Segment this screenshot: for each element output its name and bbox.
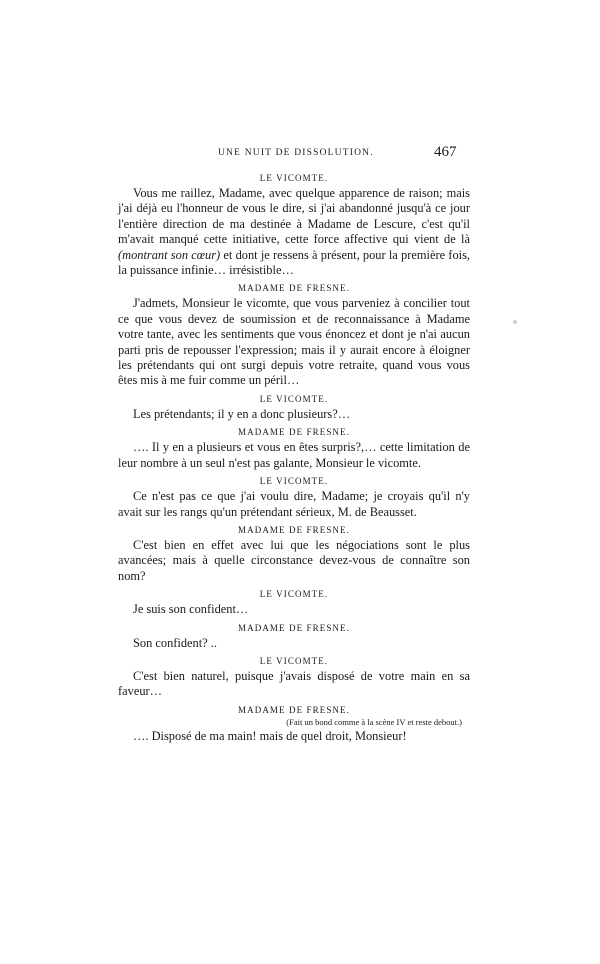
- dialogue-paragraph: …. Disposé de ma main! mais de quel droit, Monsieur!: [133, 728, 407, 743]
- dialogue-paragraph: Je suis son confident…: [133, 602, 249, 617]
- dialogue-text: [118, 168, 470, 744]
- running-title: UNE NUIT DE DISSOLUTION.: [218, 148, 374, 158]
- page-header: [0, 144, 600, 164]
- paper-speck: [513, 320, 517, 324]
- speaker-label: MADAME DE FRESNE.: [238, 704, 350, 715]
- dialogue-paragraph: Son confident? ..: [133, 635, 217, 650]
- dialogue-paragraph: Ce n'est pas ce que j'ai voulu dire, Madame; je croyais qu'il n'y avait sur les rangs qu'un prétendant sérieux, M. de Beausset.: [118, 489, 470, 519]
- dialogue-paragraph: C'est bien naturel, puisque j'avais disposé de votre main en sa faveur…: [118, 668, 470, 699]
- dialogue-paragraph: Les prétendants; il y en a donc plusieurs?…: [133, 406, 351, 421]
- speaker-label: MADAME DE FRESNE.: [238, 622, 350, 633]
- speaker-label: LE VICOMTE.: [259, 589, 329, 600]
- dialogue-paragraph: C'est bien en effet avec lui que les négociations sont le plus avancées; mais à quelle circonstance devez-vous de connaître son nom?: [118, 537, 470, 583]
- speaker-label: MADAME DE FRESNE.: [238, 283, 350, 294]
- stage-direction-inline: (montrant son cœur): [118, 247, 221, 262]
- dialogue-paragraph: J'admets, Monsieur le vicomte, que vous parveniez à concilier tout ce que vous devez de soumission et de reconnaissance à Madame votre tante, avec les sentiments que vous énoncez et dont je n'ai aucun parti pris de repousser l'expression; mais il y aurait encore à éloigner les prétendants qui ont surgi depuis votre retraite, quand vous vous êtes mis à me fuir comme un péril…: [118, 296, 470, 388]
- speaker-label: MADAME DE FRESNE.: [238, 427, 350, 438]
- speaker-label: LE VICOMTE.: [259, 393, 329, 404]
- stage-direction: (Fait un bond comme à la scène IV et reste debout.): [286, 716, 462, 727]
- speaker-label: LE VICOMTE.: [259, 476, 329, 487]
- dialogue-paragraph: Vous me raillez, Madame, avec quelque apparence de raison; mais j'ai déjà eu l'honneur de vous le dire, si j'ai abandonné jusqu'à ce jour l'entière direction de ma destinée à Madame de Lescure, c'est qu'il m'avait manqué cette initiative, cette force affective qui vient de là (montrant son cœur) et dont je ressens à présent, pour la première fois, la puissance infinie… irrésistible…: [118, 186, 470, 278]
- speaker-label: MADAME DE FRESNE.: [238, 524, 350, 535]
- page-number: 467: [434, 144, 457, 160]
- dialogue-paragraph: …. Il y en a plusieurs et vous en êtes surpris?,… cette limitation de leur nombre à un seul n'est pas galante, Monsieur le vicomte.: [118, 440, 470, 470]
- speaker-label: LE VICOMTE.: [259, 655, 329, 666]
- speaker-label: LE VICOMTE.: [259, 173, 329, 183]
